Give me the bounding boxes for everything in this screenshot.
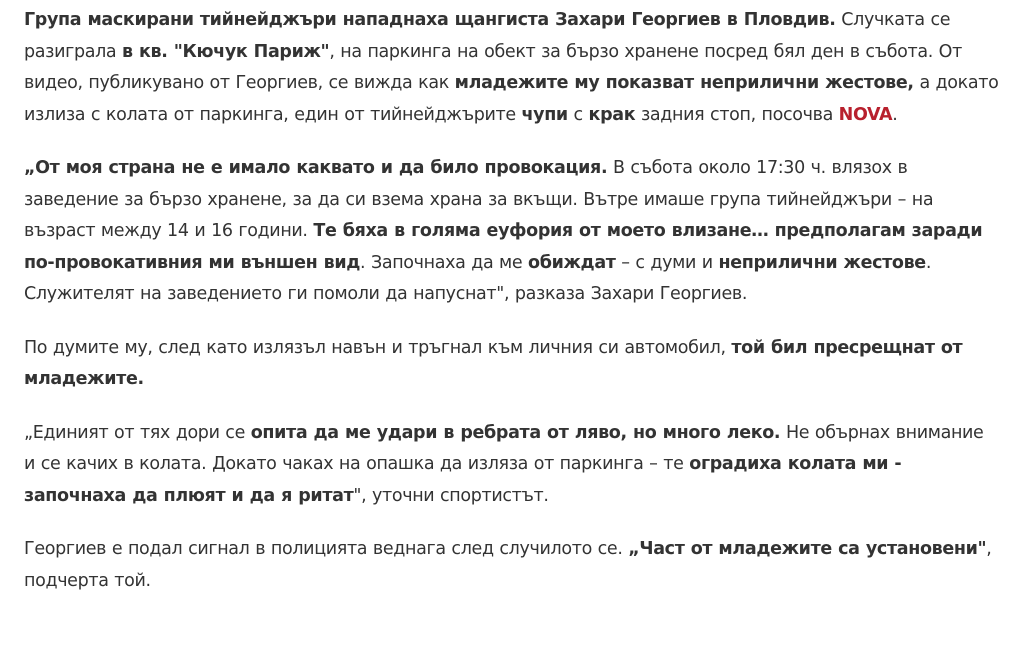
bold-text: обиждат — [528, 252, 616, 273]
source-link[interactable]: NOVA — [838, 104, 893, 125]
paragraph-text: Случката се разиграла — [24, 10, 951, 62]
paragraph-text: . Започнаха да ме — [360, 252, 529, 273]
article-paragraph-4 — [24, 418, 1000, 513]
bold-text: той бил пресрещнат от младежите. — [24, 337, 963, 389]
article-paragraph-2 — [24, 153, 1000, 311]
paragraph-text: – с думи и — [615, 252, 719, 273]
article-paragraph-5 — [24, 534, 1000, 597]
paragraph-text: с — [567, 104, 589, 125]
bold-text: неприлични жестове — [718, 252, 926, 273]
bold-text: в — [122, 41, 139, 62]
bold-text: чупи — [521, 104, 568, 125]
paragraph-text: . — [892, 104, 898, 125]
paragraph-text: . Служителят на заведението ги помоли да напуснат", разказа Захари Георгиев. — [24, 252, 932, 304]
article-paragraph-3 — [24, 333, 1000, 396]
paragraph-text: По думите му, след като излязъл навън и тръгнал към личния си автомобил, — [24, 337, 732, 358]
bold-text: кв. "Кючук Париж" — [138, 41, 330, 62]
bold-text: „Част от младежите са установени" — [628, 539, 987, 559]
article-paragraph-1 — [24, 5, 1000, 131]
paragraph-text: „Единият от тях дори се — [24, 422, 251, 443]
bold-text: опита да ме удари в ребрата от ляво, но много леко. — [250, 422, 781, 443]
bold-text: Група маскирани тийнейджъри нападнаха щангиста Захари Георгиев в Пловдив. — [24, 10, 836, 30]
paragraph-text: задния стоп, посочва — [635, 104, 839, 125]
paragraph-text: Георгиев е подал сигнал в полицията веднага след случилото се. — [24, 539, 629, 559]
paragraph-text: Не обърнах внимание и се качих в колата. Докато чаках на опашка да изляза от паркинга – те — [24, 422, 984, 474]
bold-text: „От моя страна не е имало каквато и да било провокация. — [24, 158, 608, 178]
bold-text: оградиха колата ми - започнаха да плюят и да я ритат — [24, 454, 902, 506]
paragraph-text: а докато излиза с колата от паркинга, един от тийнейджърите — [24, 73, 999, 125]
bold-text: младежите му показват неприлични жестове, — [454, 73, 914, 93]
paragraph-text: В събота около 17:30 ч. влязох в заведение за бързо хранене, за да си взема храна за вкъщи. Вътре имаше група тийнейджъри – на възраст между 14 и 16 години. — [24, 158, 934, 241]
paragraph-text: , подчерта той. — [24, 539, 992, 591]
bold-text: крак — [588, 104, 636, 125]
paragraph-text: , на паркинга на обект за бързо хранене посред бял ден в събота. От видео, публикувано от Георгиев, се вижда как — [24, 41, 962, 93]
bold-text: Те бяха в голяма еуфория от моето влизане… предполагам заради по-провокативния ми външен вид — [24, 221, 983, 273]
paragraph-text: ", уточни спортистът. — [353, 485, 549, 506]
